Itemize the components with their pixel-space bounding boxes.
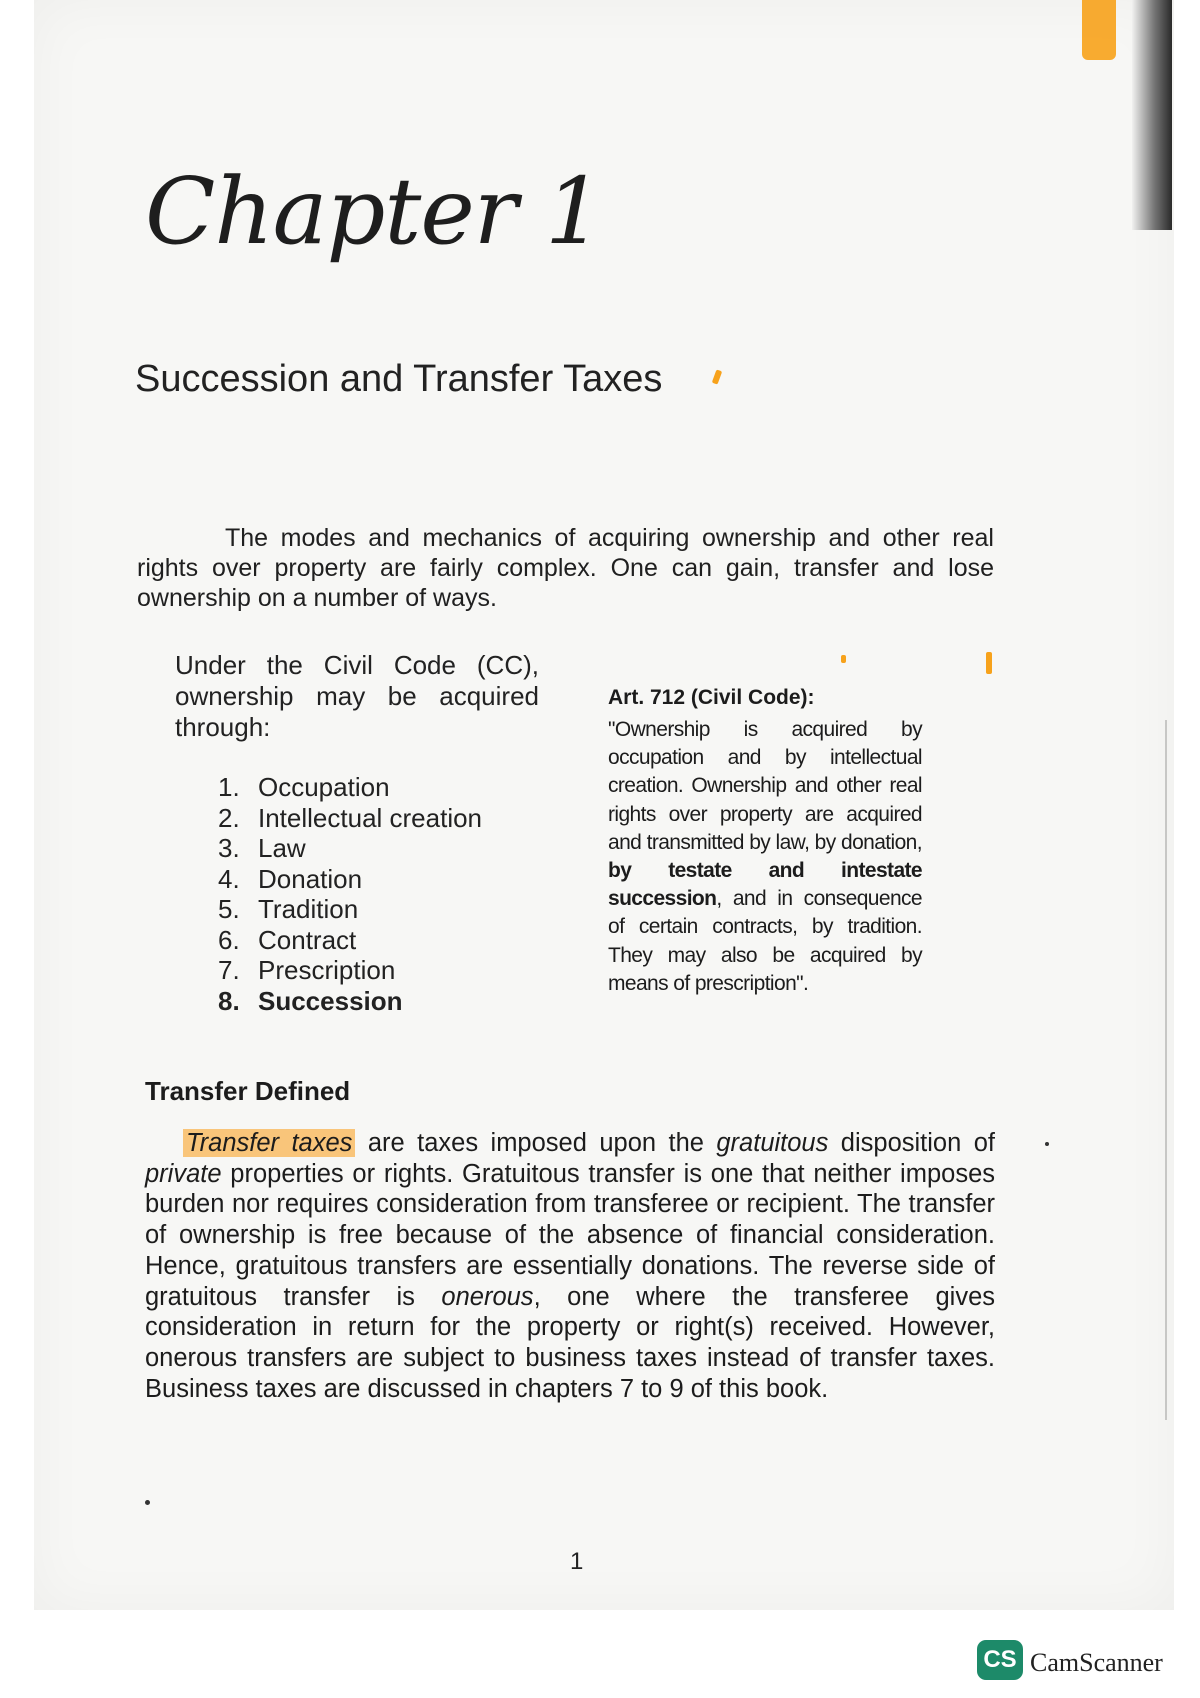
chapter-subtitle: Succession and Transfer Taxes	[135, 358, 663, 400]
orange-tab	[1082, 0, 1116, 60]
page-edge-line	[1165, 720, 1167, 1420]
page-number: 1	[570, 1548, 584, 1575]
article-bold-text: by testate and intestate succession	[608, 859, 922, 911]
article-title: Art. 712 (Civil Code):	[608, 686, 815, 709]
intro-paragraph	[137, 523, 994, 613]
civil-code-lead: Under the Civil Code (CC), ownership may be acquired through:	[175, 650, 539, 742]
section-heading: Transfer Defined	[145, 1076, 351, 1106]
intro-text: The modes and mechanics of acquiring ownership and other real rights over property are fairly complex. One can gain, transfer and lose ownership on a number of ways.	[137, 524, 994, 612]
ink-dot	[1045, 1142, 1049, 1146]
list-item: 4. Donation	[218, 863, 363, 894]
list-item: 2. Intellectual creation	[218, 802, 483, 833]
marker-speck	[841, 655, 846, 663]
marker-speck	[986, 652, 992, 674]
ownership-modes-list	[218, 772, 482, 1016]
list-item: 1. Occupation	[218, 772, 390, 802]
list-item: 8. Succession	[218, 985, 403, 1016]
camscanner-logo: CS	[977, 1640, 1023, 1680]
page-edge-shadow	[1132, 0, 1172, 230]
camscanner-label: CamScanner	[1030, 1648, 1163, 1677]
list-item: 5. Tradition	[218, 894, 359, 924]
list-item: 6. Contract	[218, 924, 357, 955]
transfer-paragraph: Transfer taxes are taxes imposed upon the gratuitous disposition of private properties or rights. Gratuitous transfer is one that neither imposes burden nor requires consideration from transferee or recipient. The transfer of ownership is free because of the absence of financial consideration. Hence, gratuitous transfers are essentially donations. The reverse side of gratuitous transfer is onerous, one where the transferee gives consideration in return for the property or right(s) received. However, onerous transfers are subject to business taxes instead of transfer taxes. Business taxes are discussed in chapters 7 to 9 of this book.	[145, 1129, 996, 1403]
list-item: 3. Law	[218, 833, 306, 863]
chapter-heading: Chapter 1	[145, 158, 603, 265]
article-quote: "Ownership is acquired by occupation and by intellectual creation. Ownership and other real rights over property are acquired and transmitted by law, by donation, by testate and intestate succession, and in consequence of certain contracts, by tradition. They may also be acquired by means of prescription".	[608, 718, 922, 995]
list-item: 7. Prescription	[218, 955, 396, 985]
highlighted-term: Transfer taxes	[183, 1129, 355, 1157]
ink-dot	[145, 1500, 150, 1505]
